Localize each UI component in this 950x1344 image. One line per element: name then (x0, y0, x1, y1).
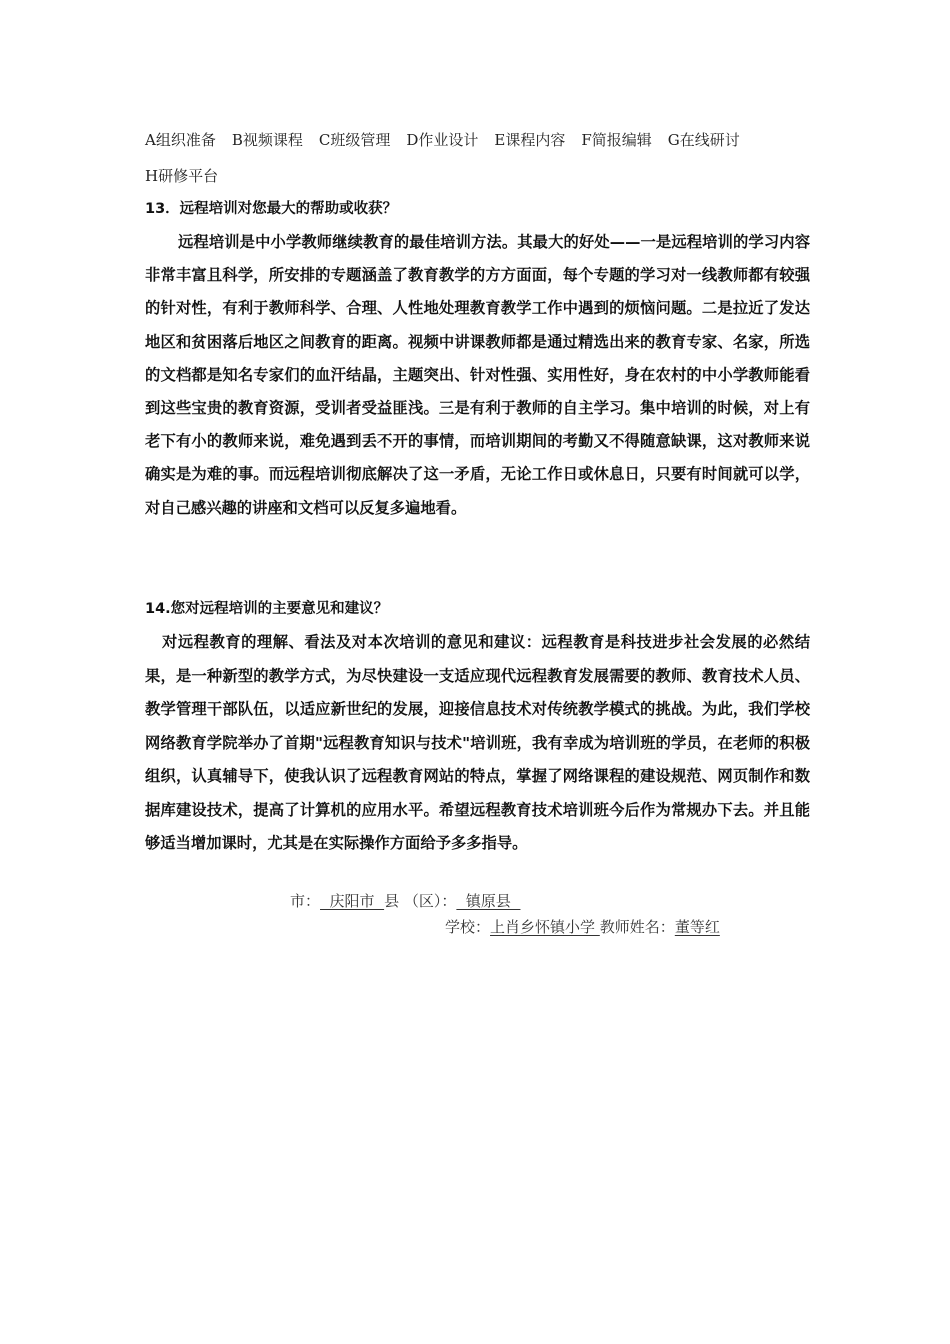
question-14-title: 14.您对远程培训的主要意见和建议？ (145, 601, 389, 617)
option-d: D作业设计 (406, 131, 479, 149)
option-h: H研修平台 (145, 167, 219, 185)
option-b: B视频课程 (231, 131, 303, 149)
question-14-answer: 对远程教育的理解、看法及对本次培训的意见和建议：远程教育是科技进步社会发展的必然结果，是一种新型的教学方式，为尽快建设一支适应现代远程教育发展需要的教师、教育技术人员、教学管理干部队伍，以适应新世纪的发展，迎接信息技术对传统教学模式的挑战。为此，我们学校网络教育学院举办了首期"远程教育知识与技术"培训班，我有幸成为培训班的学员，在老师的积极组织，认真辅导下，使我认识了远程教育网站的特点，掌握了网络课程的建设规范、网页制作和数据库建设技术，提高了计算机的应用水平。希望远程教育技术培训班今后作为常规办下去。并且能够适当增加课时，尤其是在实际操作方面给予多多指导。 (145, 633, 810, 852)
options-list (145, 122, 815, 194)
signature-school-line (445, 916, 720, 938)
question-13-title: 13．远程培训对您最大的帮助或收获？ (145, 201, 398, 217)
question-13-answer: 远程培训是中小学教师继续教育的最佳培训方法。其最大的好处——一是远程培训的学习内容非常丰富且科学，所安排的专题涵盖了教育教学的方方面面，每个专题的学习对一线教师都有较强的针对性，有利于教师科学、合理、人性地处理教育教学工作中遇到的烦恼问题。二是拉近了发达地区和贫困落后地区之间教育的距离。视频中讲课教师都是通过精选出来的教育专家、名家，所选的文档都是知名专家们的血汗结晶，主题突出、针对性强、实用性好，身在农村的中小学教师能看到这些宝贵的教育资源，受训者受益匪浅。三是有利于教师的自主学习。集中培训的时候，对上有老下有小的教师来说，难免遇到丢不开的事情，而培训期间的考勤又不得随意缺课，这对教师来说确实是为难的事。而远程培训彻底解决了这一矛盾，无论工作日或休息日，只要有时间就可以学，对自己感兴趣的讲座和文档可以反复多遍地看。 (145, 233, 810, 517)
county-label: 县 （区）： (384, 892, 457, 910)
school-value: 上肖乡怀镇小学 (490, 918, 600, 936)
teacher-label: 教师姓名： (599, 918, 675, 936)
city-label: 市： (290, 892, 321, 910)
school-label: 学校： (445, 918, 491, 936)
teacher-value: 董等红 (674, 918, 720, 936)
city-value: 庆阳市 (320, 892, 385, 910)
county-value: 镇原县 (456, 892, 521, 910)
option-e: E课程内容 (494, 131, 566, 149)
option-c: C班级管理 (318, 131, 391, 149)
option-f: F简报编辑 (581, 131, 652, 149)
signature-region-line (290, 890, 520, 912)
option-g: G在线研讨 (667, 131, 740, 149)
option-a: A组织准备 (145, 131, 216, 149)
